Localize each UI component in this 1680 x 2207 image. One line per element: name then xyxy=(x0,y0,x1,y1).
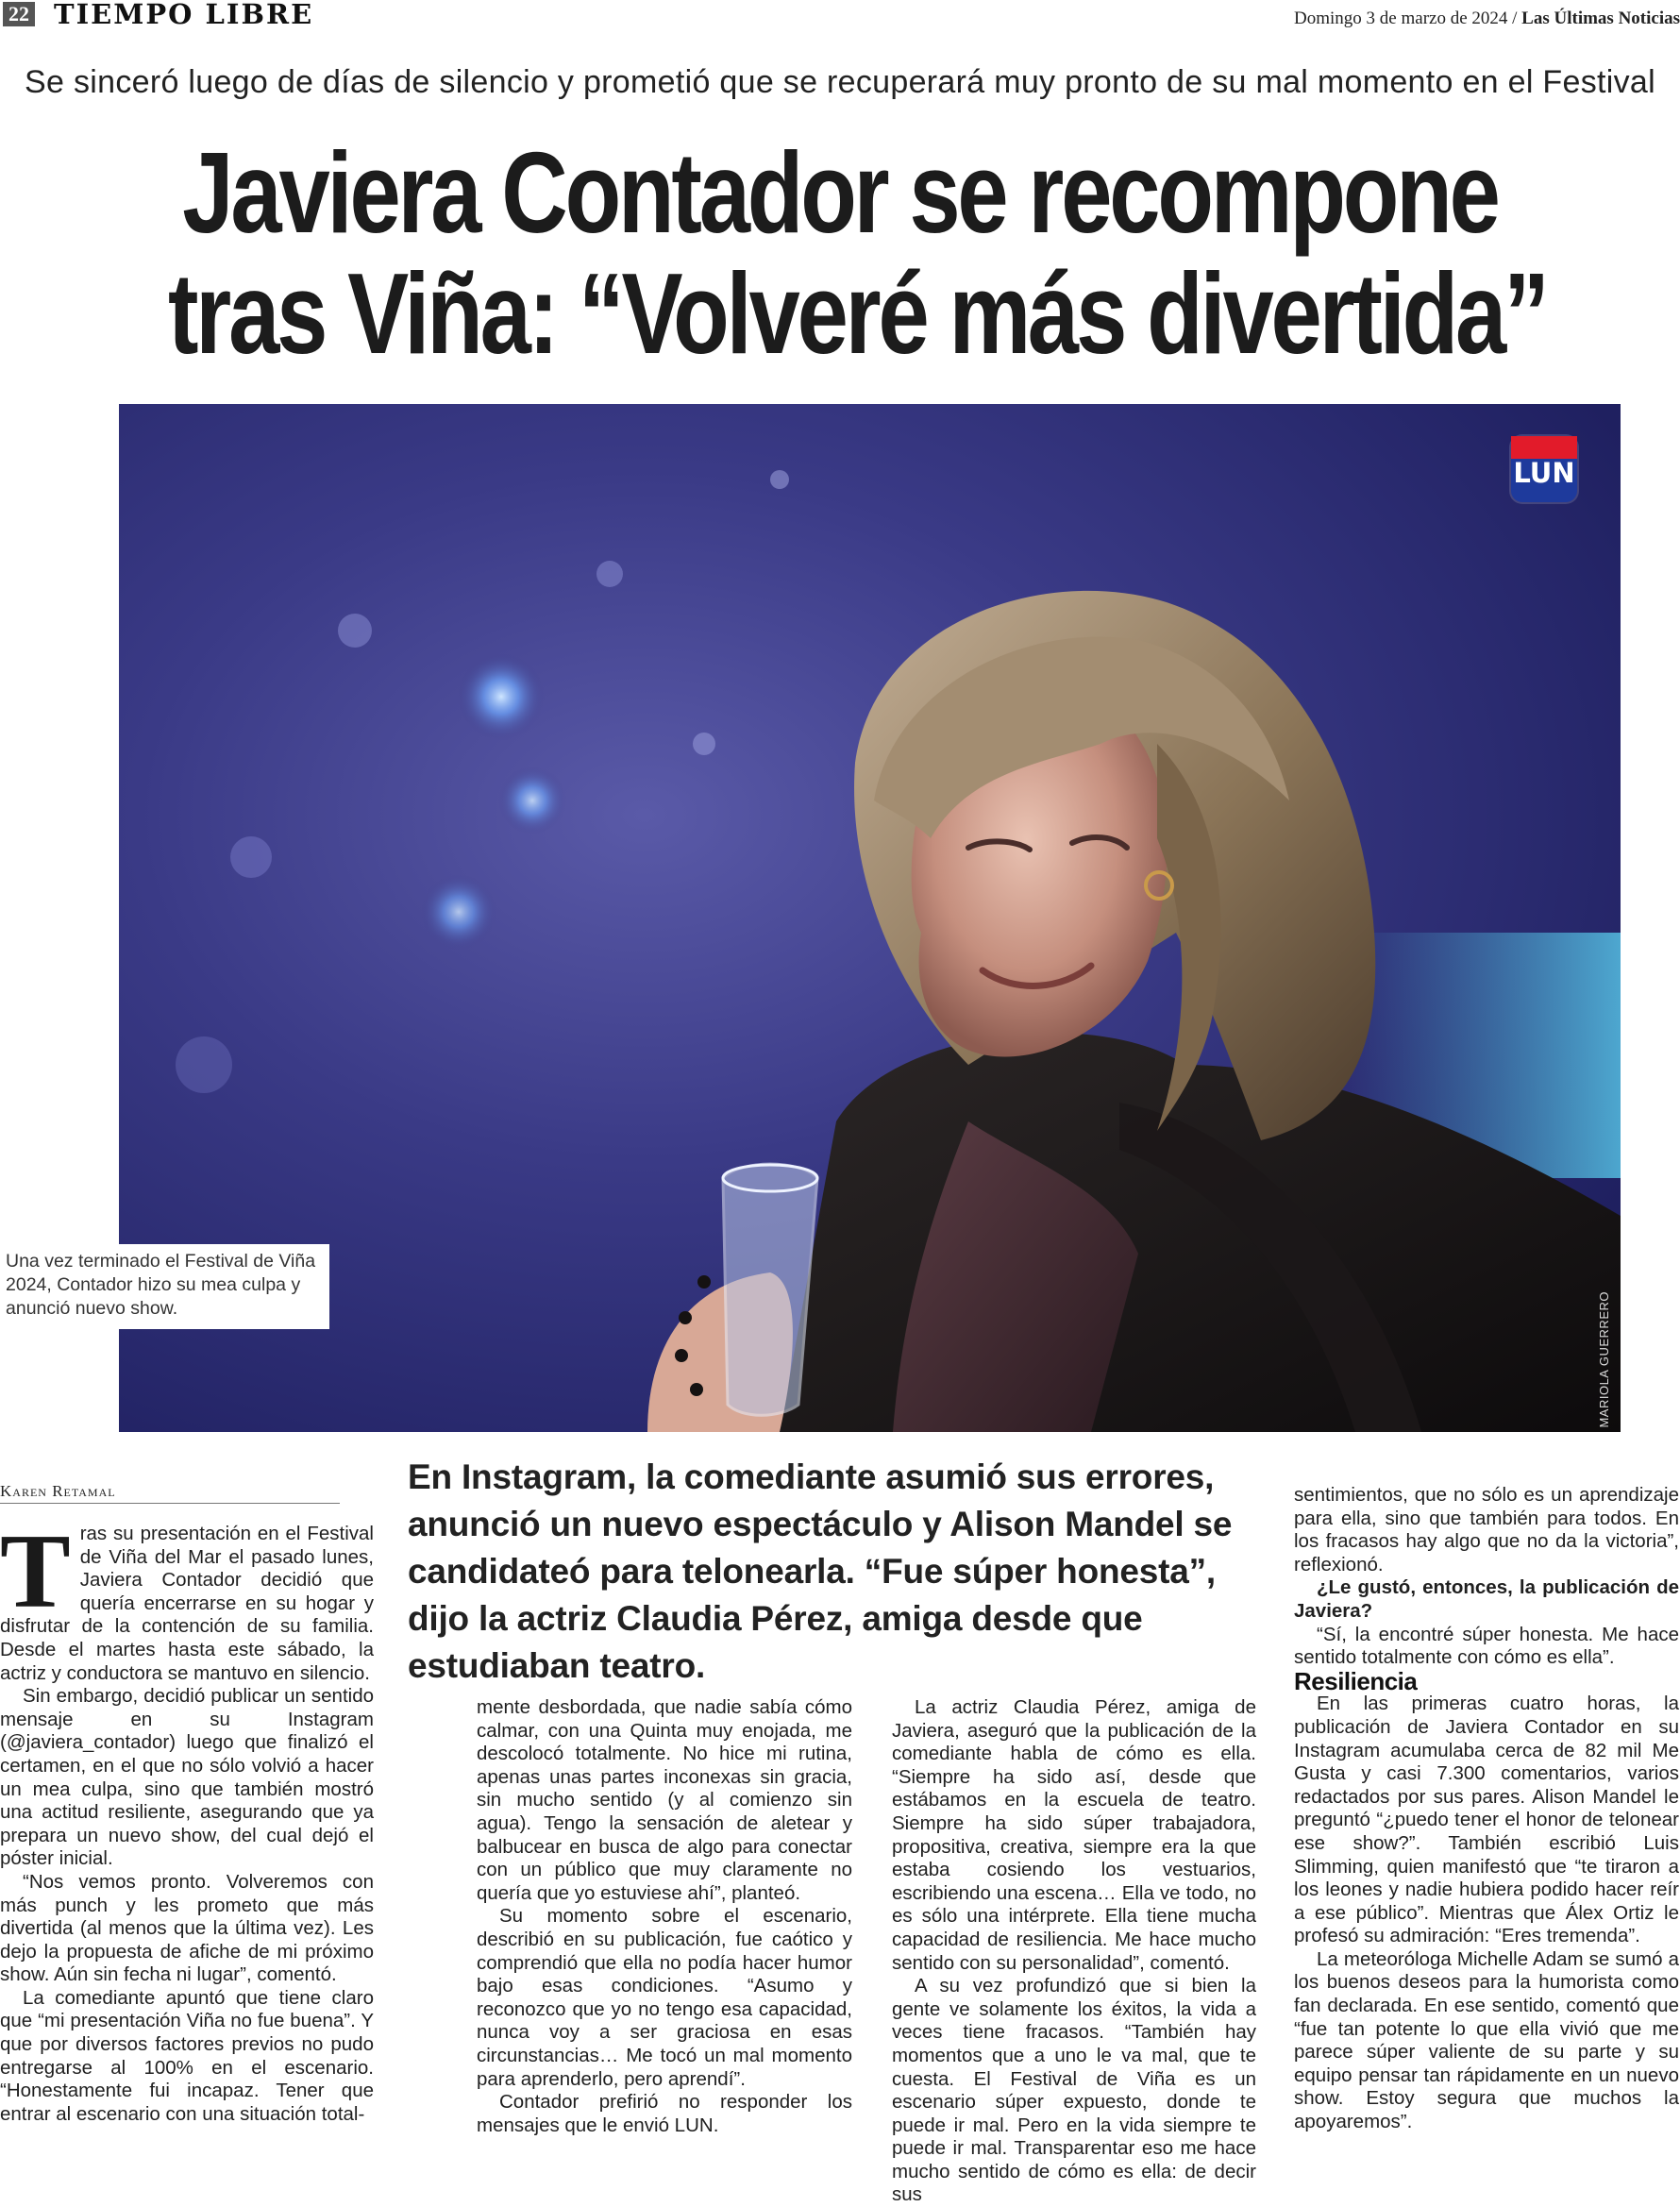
headline-line-2: tras Viña: “Volveré más divertida” xyxy=(168,249,1547,378)
article-photo xyxy=(119,404,1621,1432)
subhead: Resiliencia xyxy=(1294,1666,1418,1695)
section-name: TIEMPO LIBRE xyxy=(54,0,314,30)
photo-caption: Una vez terminado el Festival de Viña 2024, Contador hizo su mea culpa y anunció nuevo show. xyxy=(0,1244,329,1329)
drop-cap: T xyxy=(0,1513,71,1630)
paragraph-text: ras su presentación en el Festival de Viña del Mar el pasado lunes, Javiera Contador decidió que quería encerrarse en su hogar y disfrutar de la contención de su familia. Desde el martes hasta este sábado, la actriz y conductora se mantuvo en silencio. xyxy=(0,1523,374,1684)
page-number: 22 xyxy=(3,2,35,26)
paragraph: La meteoróloga Michelle Adam se sumó a los buenos deseos para la humorista como fan declarada. En ese sentido, comentó que “fue tan potente lo que ella vivió que me parece súper valiente de su parte y su equipo pensar tan rápidamente en un nuevo show. Estoy segura que muchos la apoyaremos”. xyxy=(1294,1947,1679,2133)
lun-logo-text: LUN xyxy=(1513,457,1575,489)
paragraph: A su vez profundizó que si bien la gente ve solamente los éxitos, la vida a veces tiene fracasos. “También hay momentos que a uno le va mal, que te cuesta. El Festival de Viña es un escenario súper expuesto, donde te puede ir mal. Pero en la vida siempre te puede ir mal. Transparentar eso me hace mucho sentido de cómo es ella: de decir sus xyxy=(892,1975,1256,2206)
paragraph: mente desbordada, que nadie sabía cómo calmar, con una Quinta muy enojada, me descolocó totalmente. No hice mi rutina, apenas unas partes inconexas sin gracia, sin mucho sentido (y al comienzo sin agua). Tengo la sensación de aletear y balbucear en busca de algo para conectar con un público que muy claramente no quería que yo estuviese ahí”, planteó. xyxy=(477,1696,852,1904)
publication-name: Las Últimas Noticias xyxy=(1521,8,1680,28)
paragraph: La comediante apuntó que tiene claro que “mi presentación Viña no fue buena”. Y que por diversos factores previos no pudo entregarse al 100% en el escenario. “Honestamente fui incapaz. Tener que entrar al escenario con una situación total- xyxy=(0,1986,374,2125)
interview-question: ¿Le gustó, entonces, la publicación de Javiera? xyxy=(1294,1576,1679,1622)
header-date-line xyxy=(1294,8,1680,29)
interview-answer: “Sí, la encontré súper honesta. Me hace sentido totalmente con cómo es ella”. xyxy=(1294,1623,1679,1669)
paragraph xyxy=(0,1513,374,1685)
photo-credit: MARIOLA GUERRERO xyxy=(1597,1291,1611,1428)
paragraph: En las primeras cuatro horas, la publicación de Javiera Contador en su Instagram acumulaba cerca de 82 mil Me Gusta y casi 7.300 comentarios, varios redactados por sus pares. Alison Mandel le preguntó “¿puedo tener el honor de telonear ese show?”. También escribió Luis Slimming, quien manifestó que “te tiraron a los leones y nadie hubiera podido hacer reír a ese público”. Mientras que Álex Ortiz le profesó su admiración: “Eres tremenda”. xyxy=(1294,1693,1679,1947)
paragraph: sentimientos, que no sólo es un aprendizaje para ella, sino que también para todos. En los fracasos hay algo que no da la victoria”, reflexionó. xyxy=(1294,1484,1679,1575)
article-column-2 xyxy=(477,1696,852,2146)
paragraph: Su momento sobre el escenario, describió en su publicación, fue caótico y comprendió que ella no podía hacer humor bajo esas condiciones. “Asumo y reconozco que yo no tengo esa capacidad, nunca voy a ser graciosa en esas circunstancias… Me tocó un mal momento para aprenderlo, pero aprendí”. xyxy=(477,1905,852,2090)
article-deck: En Instagram, la comediante asumió sus errores, anunció un nuevo espectáculo y Alison Mandel se candidateó para telonearla. “Fue súper honesta”, dijo la actriz Claudia Pérez, amiga desde que estudiaban teatro. xyxy=(408,1457,1233,1685)
photo-illustration xyxy=(119,404,1621,1432)
headline xyxy=(168,128,1547,378)
article-column-3 xyxy=(892,1696,1256,2206)
issue-date: Domingo 3 de marzo de 2024 / xyxy=(1294,8,1518,28)
paragraph: “Nos vemos pronto. Volveremos con más punch y les prometo que más divertida (al menos que la última vez). Les dejo la propuesta de afiche de mi próximo show. Aún sin fecha ni lugar”, comentó. xyxy=(0,1870,374,1986)
article-column-1 xyxy=(0,1513,374,2146)
headline-line-1: Javiera Contador se recompone xyxy=(182,128,1498,257)
lun-logo xyxy=(1511,436,1577,502)
paragraph: Contador prefirió no responder los mensajes que le envió LUN. xyxy=(477,2091,852,2136)
paragraph: Sin embargo, decidió publicar un sentido mensaje en su Instagram (@javiera_contador) luego que finalizó el certamen, en el que no sólo volvió a hacer un mea culpa, sino que también mostró una actitud resiliente, asegurando que ya prepara un nuevo show, del cual dejó el póster inicial. xyxy=(0,1685,374,1870)
paragraph: La actriz Claudia Pérez, amiga de Javiera, aseguró que la publicación de la comediante habla de cómo es ella. “Siempre ha sido así, desde que estábamos en la escuela de teatro. Siempre ha sido súper trabajadora, propositiva, creativa, siempre era la que estaba cosiendo los vestuarios, escribiendo una escena… Ella ve todo, no es sólo una intérprete. Ella tiene mucha capacidad de resiliencia. Me hace mucho sentido con su personalidad”, comentó. xyxy=(892,1696,1256,1974)
kicker: Se sinceró luego de días de silencio y prometió que se recuperará muy pronto de su mal momento en el Festival xyxy=(25,64,1655,100)
article-column-4 xyxy=(1294,1484,1679,2146)
byline: Karen Retamal xyxy=(0,1482,340,1504)
